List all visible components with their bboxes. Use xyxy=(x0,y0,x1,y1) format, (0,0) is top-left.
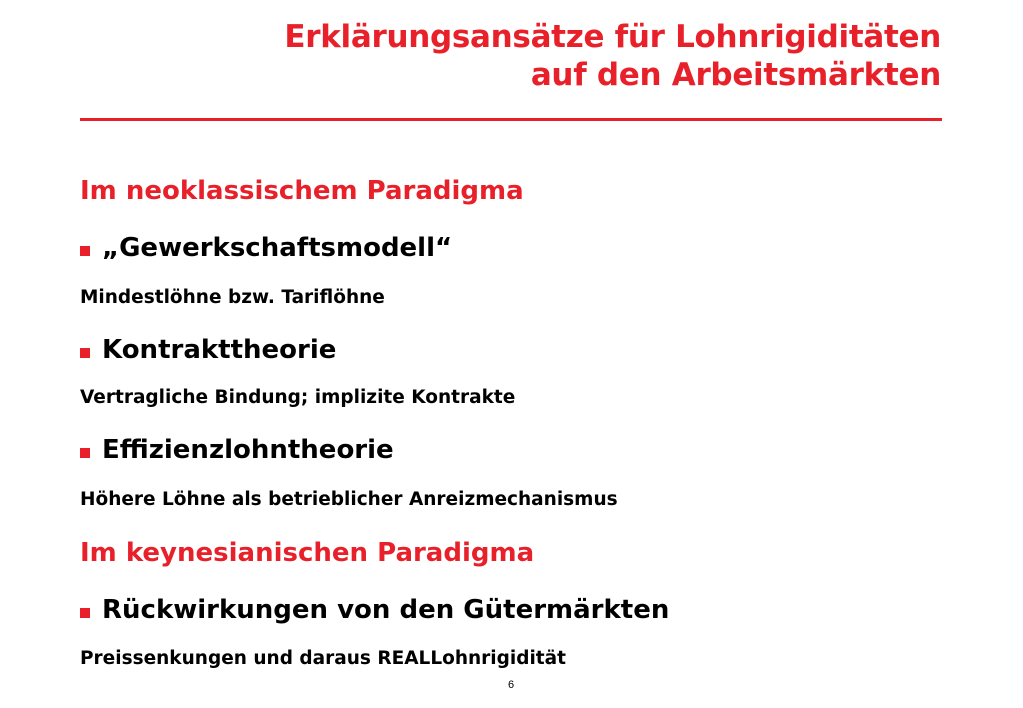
square-bullet-icon xyxy=(80,608,90,618)
bullet-item-detail: Höhere Löhne als betrieblicher Anreizmechanismus xyxy=(80,489,618,510)
bullet-item-title: Effizienzlohntheorie xyxy=(102,435,394,465)
bullet-item-efficiency-wage xyxy=(80,434,394,466)
slide-title-line-1: Erklärungsansätze für Lohnrigiditäten xyxy=(284,19,941,55)
square-bullet-icon xyxy=(80,246,90,256)
bullet-item-contract-theory xyxy=(80,334,336,366)
bullet-item-title: „Gewerkschaftsmodell“ xyxy=(102,233,453,263)
slide-title-line-2: auf den Arbeitsmärkten xyxy=(530,57,941,93)
bullet-item-title: Kontrakttheorie xyxy=(102,335,337,365)
section-heading-neoclassical: Im neoklassischem Paradigma xyxy=(80,176,524,206)
bullet-item-union-model xyxy=(80,232,452,264)
bullet-item-detail: Vertragliche Bindung; implizite Kontrakte xyxy=(80,387,516,408)
slide-title xyxy=(284,18,941,94)
bullet-item-title: Rückwirkungen von den Gütermärkten xyxy=(102,595,670,625)
bullet-item-detail: Mindestlöhne bzw. Tariflöhne xyxy=(80,287,385,308)
square-bullet-icon xyxy=(80,448,90,458)
bullet-item-detail: Preissenkungen und daraus REALLohnrigidität xyxy=(80,648,566,669)
page-number: 6 xyxy=(508,679,515,691)
title-divider xyxy=(80,118,942,121)
square-bullet-icon xyxy=(80,348,90,358)
bullet-item-goods-markets xyxy=(80,594,669,626)
section-heading-keynesian: Im keynesianischen Paradigma xyxy=(80,538,535,568)
